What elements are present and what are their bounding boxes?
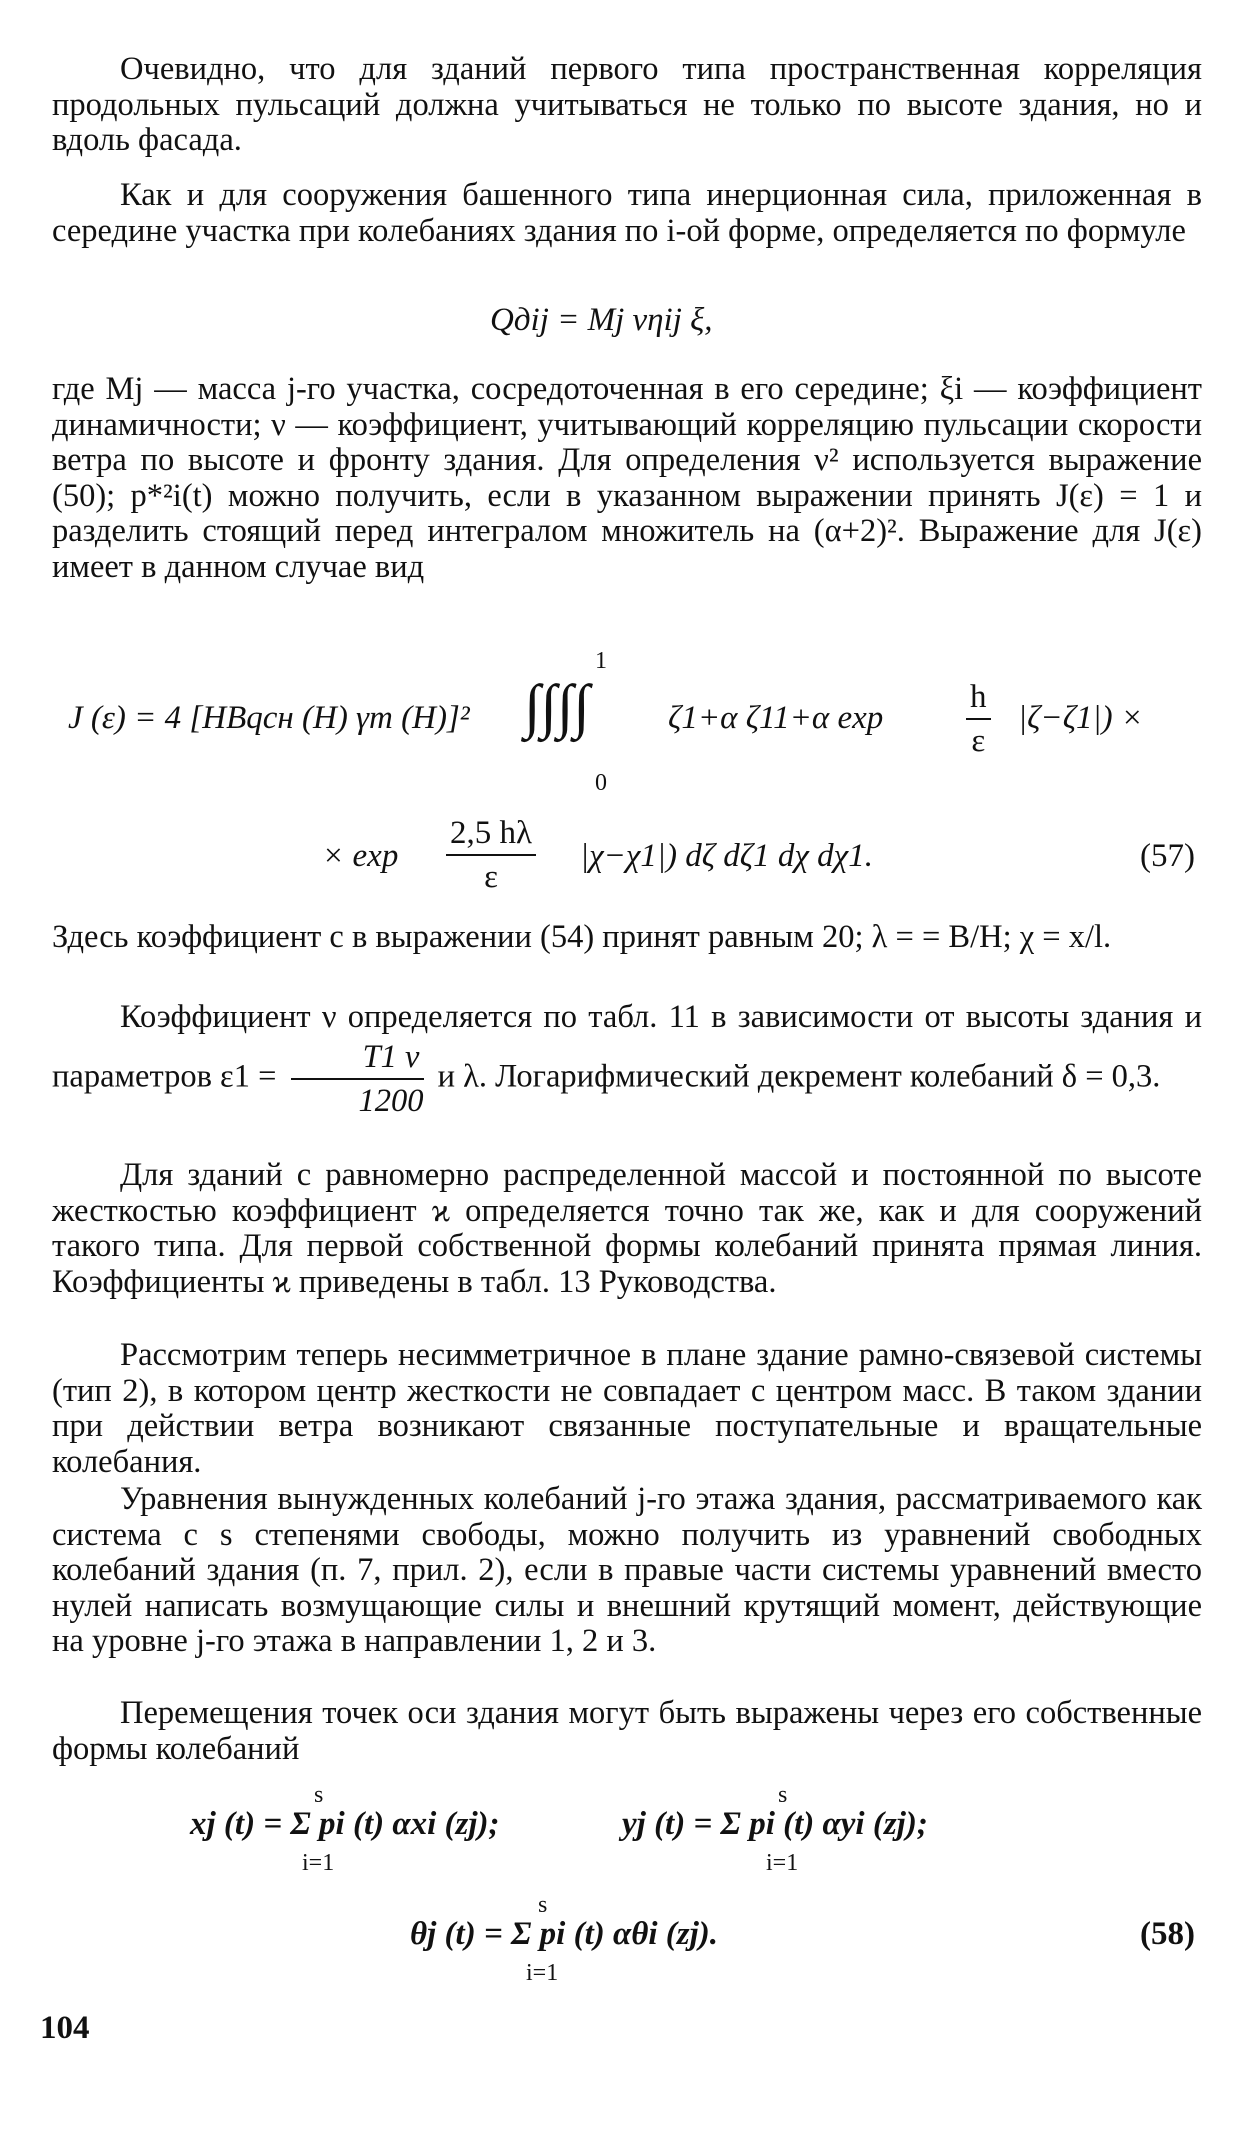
formula-exp-fraction xyxy=(440,812,542,898)
sum-lower-x: i=1 xyxy=(302,1850,335,1876)
page-number: 104 xyxy=(40,2010,90,2046)
formula-exp-prefix: × exp xyxy=(322,838,399,874)
integral-upper-limit: 1 xyxy=(595,648,607,674)
fraction-denominator-eps-2: ε xyxy=(484,859,498,895)
formula-theta-rotation: θj (t) = Σ pi (t) αθi (zj). xyxy=(410,1916,719,1952)
sum-upper-y: s xyxy=(778,1782,788,1808)
formula-j-fraction xyxy=(960,676,997,762)
paragraph-1: Очевидно, что для зданий первого типа пространственная корреляция продольных пульсаций должна учитываться не только по высоте здания, но и вдоль фасада. xyxy=(52,51,1202,158)
formula-y-displacement: yj (t) = Σ pi (t) αyi (zj); xyxy=(622,1806,928,1842)
formula-j-integrand: ζ1+α ζ11+α exp xyxy=(668,700,884,736)
paragraph-7: Рассмотрим теперь несимметричное в плане здание рамно-связевой системы (тип 2), в котором центр жесткости не совпадает с центром масс. В таком здании при действии ветра возникают связанные поступательные и вращательные колебания. xyxy=(52,1337,1202,1480)
formula-inertial-force: Qдij = Mj νηij ξ, xyxy=(490,302,713,338)
sum-lower-theta: i=1 xyxy=(526,1960,559,1986)
paragraph-6: Для зданий с равномерно распределенной массой и постоянной по высоте жесткостью коэффициент ϰ определяется точно так же, как и для сооружений такого типа. Для первой собственной формы колебаний принята прямая линия. Коэффициенты ϰ приведены в табл. 13 Руководства. xyxy=(52,1157,1202,1300)
integral-lower-limit: 0 xyxy=(595,770,607,796)
paragraph-8: Уравнения вынужденных колебаний j-го этажа здания, рассматриваемого как система с s степенями свободы, можно получить из уравнений свободных колебаний здания (п. 7, прил. 2), если в правые части системы уравнений вместо нулей написать возмущающие силы и внешний крутящий момент, действующие на уровне j-го этажа в направлении 1, 2 и 3. xyxy=(52,1481,1202,1659)
equation-number-57: (57) xyxy=(1140,838,1195,874)
paragraph-3: где Mj — масса j-го участка, сосредоточенная в его середине; ξi — коэффициент динамичности; ν — коэффициент, учитывающий корреляцию пульсации скорости ветра по высоте и фронту здания. Для определения ν² используется выражение (50); p*²i(t) можно получить, если в указанном выражении принять J(ε) = 1 и разделить стоящий перед интегралом множитель на (α+2)². Выражение для J(ε) имеет в данном случае вид xyxy=(52,371,1202,585)
fraction-numerator-2-5-h-lambda: 2,5 hλ xyxy=(446,812,536,856)
formula-j-abs: |ζ−ζ1|) × xyxy=(1018,700,1144,736)
fraction-denominator-eps: ε xyxy=(971,723,986,759)
paragraph-4: Здесь коэффициент c в выражении (54) принят равным 20; λ = = B/H; χ = x/l. xyxy=(52,919,1112,955)
sum-lower-y: i=1 xyxy=(766,1850,799,1876)
formula-j-left: J (ε) = 4 [HBqсн (H) γт (H)]² xyxy=(68,700,470,736)
fraction-1200: 1200 xyxy=(358,1082,424,1119)
paragraph-2: Как и для сооружения башенного типа инерционная сила, приложенная в середине участка при колебаниях здания по i-ой форме, определяется по формуле xyxy=(52,177,1202,249)
sum-upper-x: s xyxy=(314,1782,324,1808)
formula-exp-tail: |χ−χ1|) dζ dζ1 dχ dχ1. xyxy=(580,838,873,874)
formula-x-displacement: xj (t) = Σ pi (t) αxi (zj); xyxy=(190,1806,500,1842)
integral-signs: ∫∫∫∫ xyxy=(524,673,590,739)
equation-number-58: (58) xyxy=(1140,1916,1195,1952)
paragraph-5 xyxy=(52,1000,1202,1122)
sum-upper-theta: s xyxy=(538,1892,548,1918)
paragraph-9: Перемещения точек оси здания могут быть выражены через его собственные формы колебаний xyxy=(52,1695,1202,1767)
paragraph-5-text-b: и λ. Логарифмический декремент колебаний δ = 0,3. xyxy=(437,1057,1161,1094)
fraction-t1-v: T1 v xyxy=(291,1036,424,1080)
fraction-numerator-h: h xyxy=(966,676,991,720)
paragraph-5-text-a: Коэффициент ν определяется по табл. 11 в зависимости от высоты здания и параметров ε1 = xyxy=(52,999,1202,1094)
